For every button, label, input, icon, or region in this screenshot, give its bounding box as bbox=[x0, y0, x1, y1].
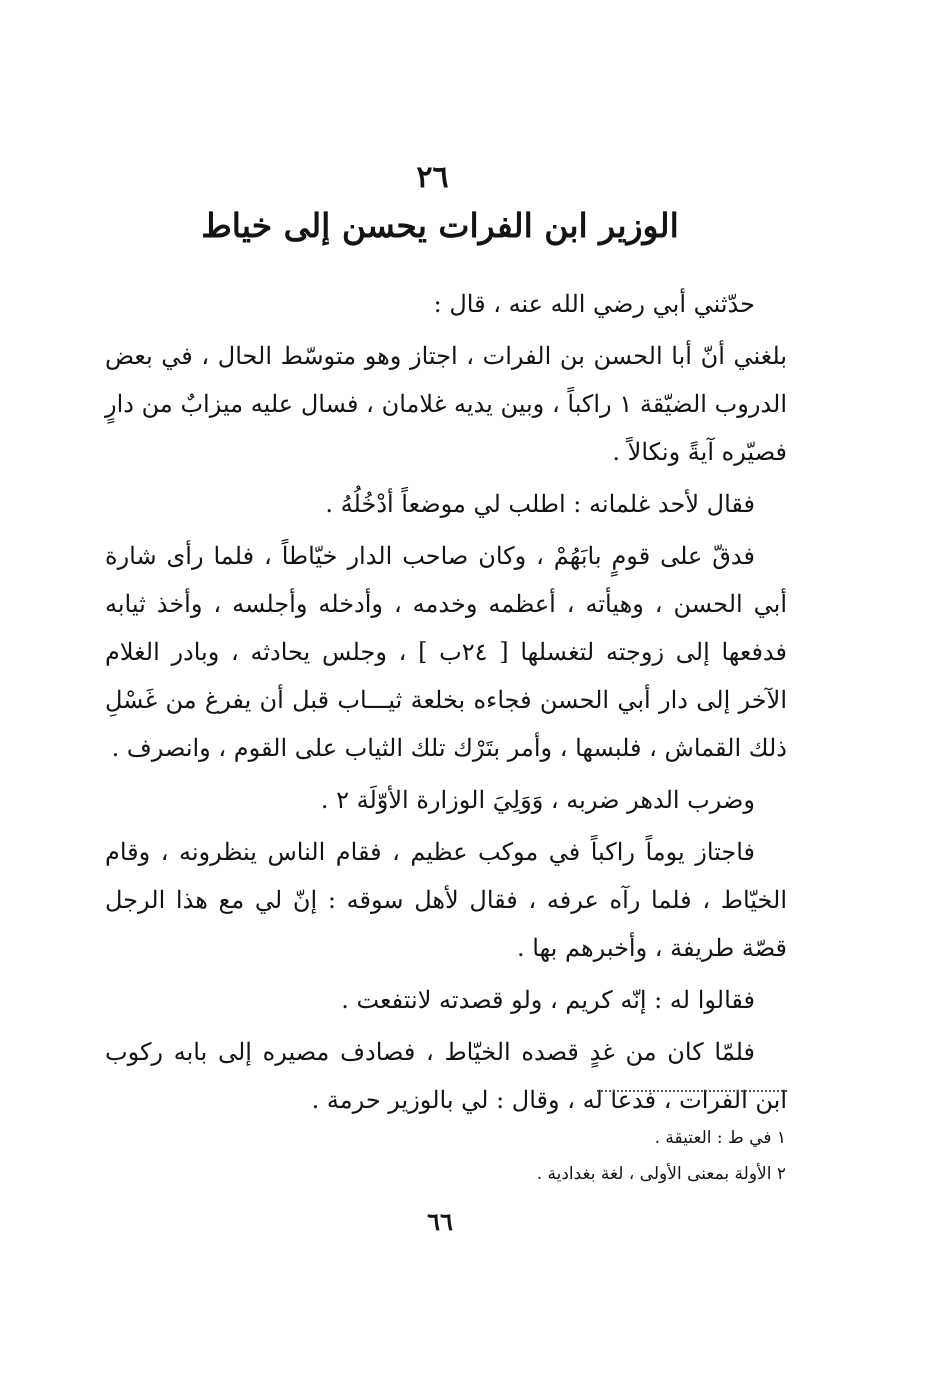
paragraph: فدقّ على قومٍ بابَهُمْ ، وكان صاحب الدار خيّاطاً ، فلما رأى شارة أبي الحسن ، وهيأته ، أعظمه وخدمه ، وأدخله وأجلسه ، وأخذ ثيابه فدفعها إلى زوجته لتغسلها [ ٢٤ب ] ، وجلس يحادثه ، وبادر الغلام الآخر إلى دار أبي الحسن فجاءه بخلعة ثيـــاب قبل أن يفرغ من غَسْلِ ذلك القماش ، فلبسها ، وأمر بتَرْك تلك الثياب على القوم ، وانصرف . bbox=[105, 542, 787, 762]
paragraph: فلمّا كان من غدٍ قصده الخيّاط ، فصادف مصيره إلى بابه ركوب ابن الفرات ، فدعا له ، وقال : لي بالوزير حرمة . bbox=[105, 1038, 787, 1114]
story-number: ٢٦ bbox=[416, 160, 449, 195]
footnote-divider bbox=[597, 1090, 787, 1092]
page-number: ٦٦ bbox=[427, 1207, 453, 1236]
paragraph: وضرب الدهر ضربه ، وَوَلِيَ الوزارة الأوّلَة ٢ . bbox=[320, 786, 755, 814]
footnote: ٢ الأولة بمعنى الأولى ، لغة بغدادية . bbox=[536, 1164, 786, 1184]
footnotes bbox=[340, 1120, 786, 1192]
paragraph: فقال لأحد غلمانه : اطلب لي موضعاً أدْخُلُهُ . bbox=[325, 490, 755, 518]
paragraph: بلغني أنّ أبا الحسن بن الفرات ، اجتاز وهو متوسّط الحال ، في بعض الدروب الضيّقة ١ راكباً ، وبين يديه غلامان ، فسال عليه ميزابٌ من دارٍ فصيّره آيةً ونكالاً . bbox=[105, 342, 787, 466]
paragraph: فقالوا له : إنّه كريم ، ولو قصدته لانتفعت . bbox=[341, 986, 755, 1014]
story-body bbox=[105, 280, 787, 1128]
paragraph: حدّثني أبي رضي الله عنه ، قال : bbox=[433, 290, 755, 318]
paragraph: فاجتاز يوماً راكباً في موكب عظيم ، فقام الناس ينظرونه ، وقام الخيّاط ، فلما رآه عرفه ، فقال لأهل سوقه : إنّ لي مع هذا الرجل قصّة طريفة ، وأخبرهم بها . bbox=[105, 838, 787, 962]
footnote: ١ في ط : العتيقة . bbox=[654, 1128, 786, 1148]
story-title: الوزير ابن الفرات يحسن إلى خياط bbox=[201, 206, 679, 245]
